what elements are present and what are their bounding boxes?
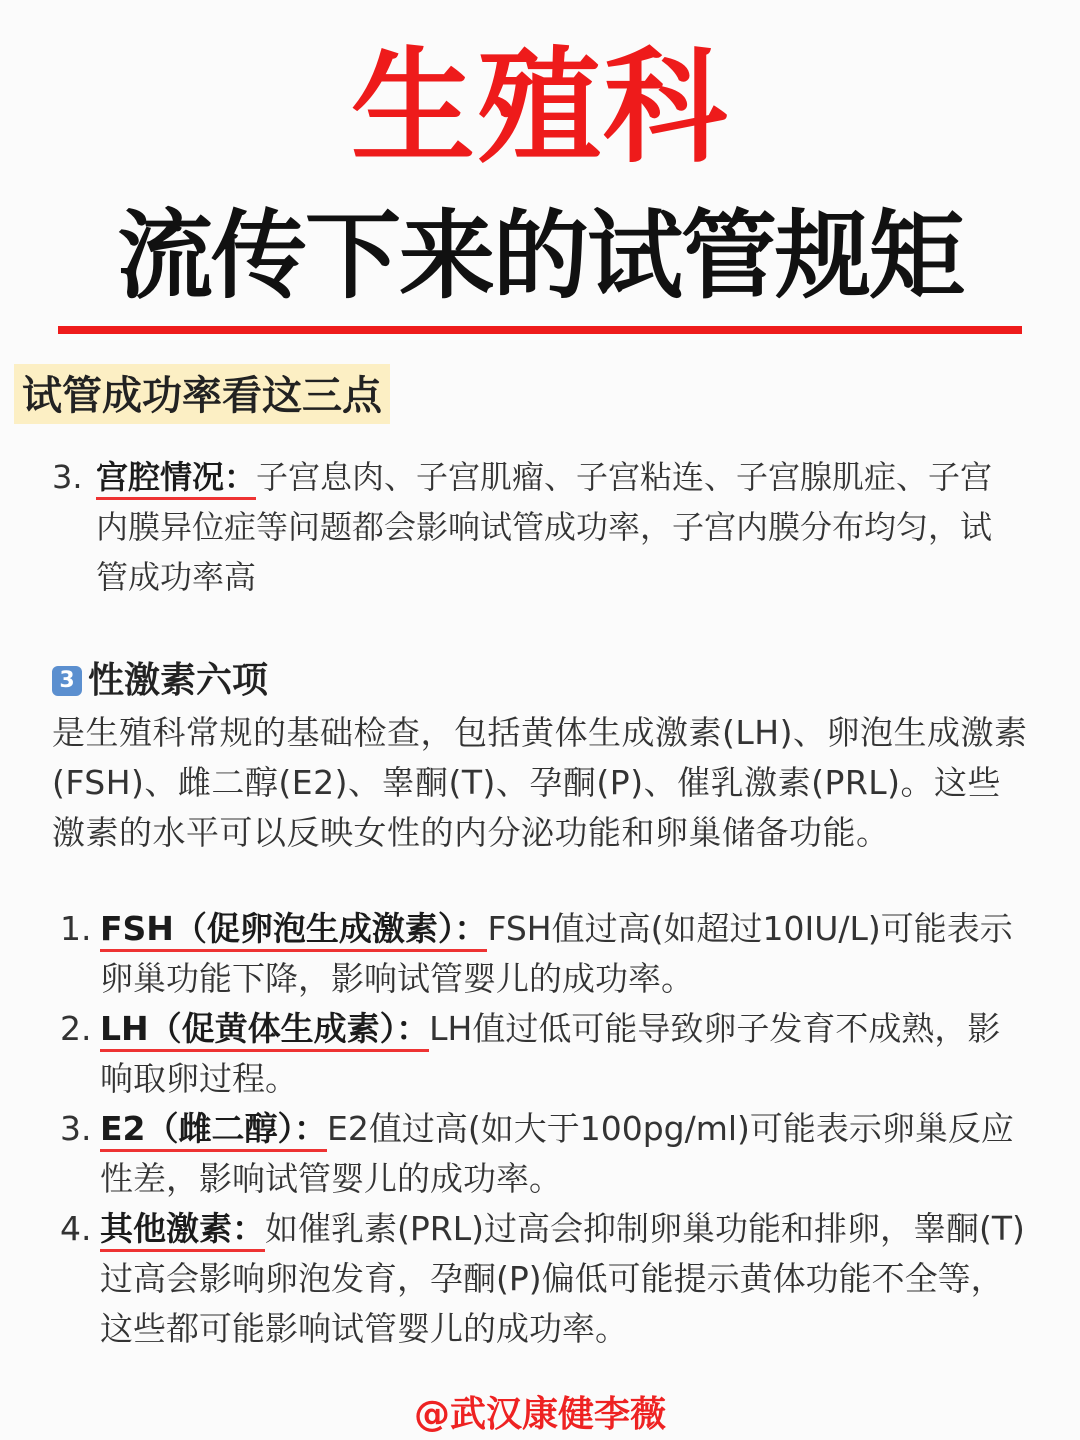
uterus-item: [52, 452, 1022, 602]
list-item-text: E2值过高(如大于100pg/ml)可能表示卵巢反应性差，影响试管婴儿的成功率。: [100, 1109, 1014, 1198]
hormones-intro: 是生殖科常规的基础检查，包括黄体生成激素(LH)、卵泡生成激素(FSH)、雌二醇(E2)、睾酮(T)、孕酮(P)、催乳激素(PRL)。这些激素的水平可以反映女性的内分泌功能和卵巢储备功能。: [52, 713, 1028, 852]
list-item-number: 4.: [60, 1209, 92, 1248]
hormones-heading: [52, 654, 268, 708]
list-item-text: LH值过低可能导致卵子发育不成熟，影响取卵过程。: [100, 1009, 1001, 1098]
keycap-three-icon: 3: [52, 666, 82, 696]
page-subtitle: 流传下来的试管规矩: [117, 199, 963, 312]
list-item-keyword: LH（促黄体生成素）：: [100, 1009, 429, 1052]
list-item-keyword: 其他激素：: [100, 1209, 265, 1252]
hormone-list: [56, 904, 1026, 1354]
uterus-item-keyword: 宫腔情况：: [96, 458, 256, 500]
hormones-heading-text: 性激素六项: [88, 660, 269, 701]
uterus-item-text: 子宫息肉、子宫肌瘤、子宫粘连、子宫腺肌症、子宫内膜异位症等问题都会影响试管成功率，子宫内膜分布均匀，试管成功率高: [96, 458, 993, 596]
author-handle: @武汉康健李薇: [413, 1394, 666, 1435]
list-item-fsh: [56, 904, 1026, 1004]
uterus-item-number: 3.: [52, 458, 83, 496]
list-item-keyword: E2（雌二醇）：: [100, 1109, 327, 1152]
list-item-text: FSH值过高(如超过10IU/L)可能表示卵巢功能下降，影响试管婴儿的成功率。: [100, 909, 1013, 998]
list-item-other: [56, 1204, 1026, 1354]
list-item-text: 如催乳素(PRL)过高会抑制卵巢功能和排卵，睾酮(T)过高会影响卵泡发育，孕酮(P)偏低可能提示黄体功能不全等，这些都可能影响试管婴儿的成功率。: [100, 1209, 1025, 1348]
list-item-keyword: FSH（促卵泡生成激素）：: [100, 909, 487, 952]
list-item-number: 1.: [60, 909, 92, 948]
section-tag: 试管成功率看这三点: [14, 364, 390, 424]
list-item-number: 2.: [60, 1009, 92, 1048]
list-item-lh: [56, 1004, 1026, 1104]
page-title: 生殖科: [350, 35, 729, 180]
list-item-number: 3.: [60, 1109, 92, 1148]
title-underline-divider: [58, 326, 1022, 334]
list-item-e2: [56, 1104, 1026, 1204]
